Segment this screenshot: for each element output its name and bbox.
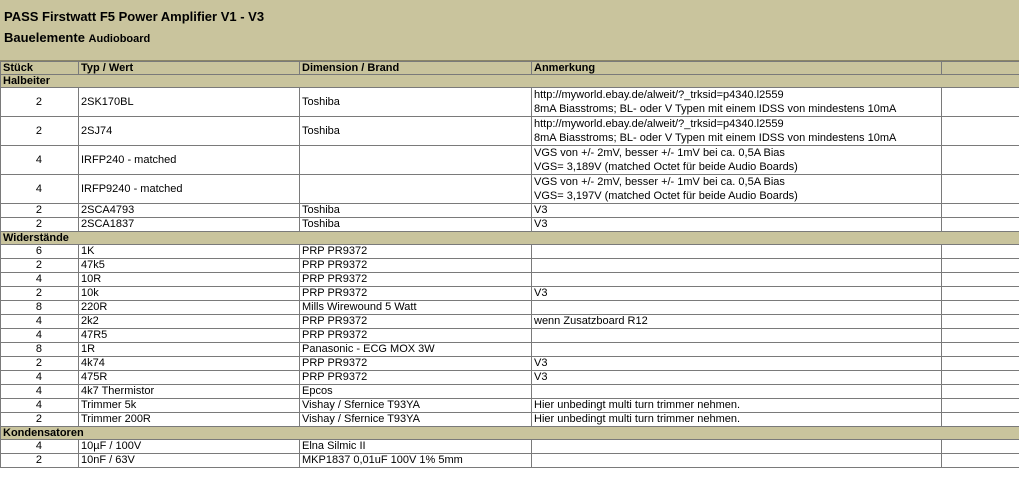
col-header-qty[interactable]: Stück: [1, 62, 79, 75]
cell-dimension[interactable]: PRP PR9372: [300, 315, 532, 329]
cell-dimension[interactable]: [300, 146, 532, 175]
note-line: VGS von +/- 2mV, besser +/- 1mV bei ca. 0,5A Bias: [534, 176, 785, 188]
table-row: [1, 287, 1019, 301]
cell-type[interactable]: 1K: [79, 245, 300, 259]
table-row: [1, 413, 1019, 427]
col-header-type[interactable]: Typ / Wert: [79, 62, 300, 75]
cell-dimension[interactable]: Elna Silmic II: [300, 440, 532, 454]
cell-type[interactable]: 4k7 Thermistor: [79, 385, 300, 399]
cell-dimension[interactable]: Toshiba: [300, 117, 532, 146]
cell-note[interactable]: wenn Zusatzboard R12: [532, 315, 942, 329]
cell-type[interactable]: 4k74: [79, 357, 300, 371]
table-row: [1, 175, 1019, 204]
cell-dimension[interactable]: Panasonic - ECG MOX 3W: [300, 343, 532, 357]
cell-qty[interactable]: 4: [1, 146, 79, 175]
cell-qty[interactable]: 6: [1, 245, 79, 259]
table-row: [1, 399, 1019, 413]
cell-type[interactable]: 2SK170BL: [79, 88, 300, 117]
cell-type[interactable]: 1R: [79, 343, 300, 357]
cell-dimension[interactable]: PRP PR9372: [300, 371, 532, 385]
cell-extra[interactable]: [942, 301, 1019, 315]
cell-type[interactable]: 220R: [79, 301, 300, 315]
cell-note[interactable]: V3: [532, 371, 942, 385]
col-header-extra[interactable]: [942, 62, 1019, 75]
section-label[interactable]: Halbeiter: [1, 75, 1019, 88]
parts-table-body: [1, 75, 1019, 468]
note-line: VGS von +/- 2mV, besser +/- 1mV bei ca. 0,5A Bias: [534, 147, 785, 159]
parts-table: [0, 61, 1019, 468]
cell-type[interactable]: 10k: [79, 287, 300, 301]
cell-type[interactable]: 2k2: [79, 315, 300, 329]
page-subtitle: [4, 30, 150, 45]
cell-type[interactable]: IRFP240 - matched: [79, 146, 300, 175]
cell-dimension[interactable]: PRP PR9372: [300, 357, 532, 371]
cell-extra[interactable]: [942, 357, 1019, 371]
cell-extra[interactable]: [942, 329, 1019, 343]
cell-note[interactable]: [532, 454, 942, 468]
note-line: 8mA Biasstroms; BL- oder V Typen mit einem IDSS von mindestens 10mA: [534, 103, 897, 115]
cell-qty[interactable]: 4: [1, 371, 79, 385]
cell-qty[interactable]: 8: [1, 343, 79, 357]
cell-extra[interactable]: [942, 385, 1019, 399]
cell-dimension[interactable]: Vishay / Sfernice T93YA: [300, 399, 532, 413]
cell-note[interactable]: V3: [532, 204, 942, 218]
cell-qty[interactable]: 2: [1, 454, 79, 468]
table-row: [1, 301, 1019, 315]
section-label[interactable]: Widerstände: [1, 232, 1019, 245]
cell-dimension[interactable]: Toshiba: [300, 218, 532, 232]
cell-qty[interactable]: 2: [1, 218, 79, 232]
cell-note[interactable]: [532, 175, 942, 204]
section-row: [1, 232, 1019, 245]
note-line: VGS= 3,197V (matched Octet für beide Audio Boards): [534, 190, 798, 202]
cell-extra[interactable]: [942, 117, 1019, 146]
cell-qty[interactable]: 2: [1, 357, 79, 371]
table-row: [1, 343, 1019, 357]
cell-extra[interactable]: [942, 315, 1019, 329]
section-row: [1, 75, 1019, 88]
table-row: [1, 385, 1019, 399]
cell-qty[interactable]: 2: [1, 287, 79, 301]
cell-type[interactable]: Trimmer 5k: [79, 399, 300, 413]
cell-type[interactable]: 2SCA1837: [79, 218, 300, 232]
cell-extra[interactable]: [942, 287, 1019, 301]
cell-note[interactable]: [532, 117, 942, 146]
cell-note[interactable]: Hier unbedingt multi turn trimmer nehmen.: [532, 399, 942, 413]
cell-type[interactable]: Trimmer 200R: [79, 413, 300, 427]
table-row: [1, 218, 1019, 232]
cell-type[interactable]: 47R5: [79, 329, 300, 343]
cell-extra[interactable]: [942, 175, 1019, 204]
cell-dimension[interactable]: PRP PR9372: [300, 273, 532, 287]
cell-dimension[interactable]: MKP1837 0,01uF 100V 1% 5mm: [300, 454, 532, 468]
cell-dimension[interactable]: Toshiba: [300, 88, 532, 117]
cell-note[interactable]: [532, 440, 942, 454]
cell-extra[interactable]: [942, 343, 1019, 357]
table-row: [1, 315, 1019, 329]
cell-qty[interactable]: 4: [1, 399, 79, 413]
note-line: http://myworld.ebay.de/alweit/?_trksid=p4340.l2559: [534, 89, 784, 101]
table-row: [1, 357, 1019, 371]
note-line: 8mA Biasstroms; BL- oder V Typen mit einem IDSS von mindestens 10mA: [534, 132, 897, 144]
cell-extra[interactable]: [942, 413, 1019, 427]
cell-qty[interactable]: 2: [1, 204, 79, 218]
cell-type[interactable]: 10nF / 63V: [79, 454, 300, 468]
cell-note[interactable]: [532, 146, 942, 175]
cell-type[interactable]: 10R: [79, 273, 300, 287]
column-header-row: [1, 62, 1019, 75]
cell-qty[interactable]: 4: [1, 440, 79, 454]
cell-qty[interactable]: 4: [1, 385, 79, 399]
section-row: [1, 427, 1019, 440]
cell-note[interactable]: [532, 273, 942, 287]
cell-type[interactable]: 475R: [79, 371, 300, 385]
cell-qty[interactable]: 2: [1, 88, 79, 117]
cell-note[interactable]: [532, 329, 942, 343]
cell-qty[interactable]: 4: [1, 329, 79, 343]
cell-dimension[interactable]: Toshiba: [300, 204, 532, 218]
cell-qty[interactable]: 4: [1, 273, 79, 287]
note-line: VGS= 3,189V (matched Octet für beide Audio Boards): [534, 161, 798, 173]
cell-note[interactable]: [532, 245, 942, 259]
cell-extra[interactable]: [942, 245, 1019, 259]
cell-type[interactable]: IRFP9240 - matched: [79, 175, 300, 204]
table-row: [1, 245, 1019, 259]
cell-dimension[interactable]: Mills Wirewound 5 Watt: [300, 301, 532, 315]
cell-qty[interactable]: 2: [1, 117, 79, 146]
cell-type[interactable]: 47k5: [79, 259, 300, 273]
subtitle-small: Audioboard: [88, 33, 151, 45]
cell-dimension[interactable]: PRP PR9372: [300, 245, 532, 259]
table-row: [1, 440, 1019, 454]
cell-extra[interactable]: [942, 204, 1019, 218]
cell-dimension[interactable]: [300, 175, 532, 204]
section-label[interactable]: Kondensatoren: [1, 427, 1019, 440]
table-row: [1, 204, 1019, 218]
cell-qty[interactable]: 2: [1, 413, 79, 427]
cell-note[interactable]: [532, 343, 942, 357]
cell-type[interactable]: 2SCA4793: [79, 204, 300, 218]
cell-extra[interactable]: [942, 399, 1019, 413]
cell-note[interactable]: V3: [532, 218, 942, 232]
col-header-note[interactable]: Anmerkung: [532, 62, 942, 75]
cell-type[interactable]: 10µF / 100V: [79, 440, 300, 454]
cell-note[interactable]: [532, 385, 942, 399]
cell-extra[interactable]: [942, 88, 1019, 117]
cell-qty[interactable]: 4: [1, 315, 79, 329]
cell-note[interactable]: [532, 301, 942, 315]
table-row: [1, 259, 1019, 273]
page-title: PASS Firstwatt F5 Power Amplifier V1 - V3: [4, 9, 265, 24]
cell-dimension[interactable]: Vishay / Sfernice T93YA: [300, 413, 532, 427]
cell-qty[interactable]: 8: [1, 301, 79, 315]
cell-extra[interactable]: [942, 440, 1019, 454]
cell-qty[interactable]: 4: [1, 175, 79, 204]
table-row: [1, 273, 1019, 287]
cell-dimension[interactable]: PRP PR9372: [300, 259, 532, 273]
cell-extra[interactable]: [942, 454, 1019, 468]
cell-extra[interactable]: [942, 371, 1019, 385]
table-row: [1, 454, 1019, 468]
table-row: [1, 146, 1019, 175]
table-row: [1, 117, 1019, 146]
col-header-dimension[interactable]: Dimension / Brand: [300, 62, 532, 75]
sheet-header: [0, 0, 1019, 61]
cell-dimension[interactable]: PRP PR9372: [300, 287, 532, 301]
cell-extra[interactable]: [942, 259, 1019, 273]
cell-note[interactable]: [532, 259, 942, 273]
note-line: http://myworld.ebay.de/alweit/?_trksid=p4340.l2559: [534, 118, 784, 130]
cell-note[interactable]: V3: [532, 357, 942, 371]
table-row: [1, 88, 1019, 117]
cell-extra[interactable]: [942, 218, 1019, 232]
table-row: [1, 371, 1019, 385]
subtitle-main: Bauelemente: [4, 30, 85, 45]
table-row: [1, 329, 1019, 343]
cell-note[interactable]: Hier unbedingt multi turn trimmer nehmen.: [532, 413, 942, 427]
cell-dimension[interactable]: Epcos: [300, 385, 532, 399]
cell-type[interactable]: 2SJ74: [79, 117, 300, 146]
cell-note[interactable]: V3: [532, 287, 942, 301]
cell-note[interactable]: [532, 88, 942, 117]
cell-extra[interactable]: [942, 146, 1019, 175]
cell-dimension[interactable]: PRP PR9372: [300, 329, 532, 343]
cell-qty[interactable]: 2: [1, 259, 79, 273]
cell-extra[interactable]: [942, 273, 1019, 287]
